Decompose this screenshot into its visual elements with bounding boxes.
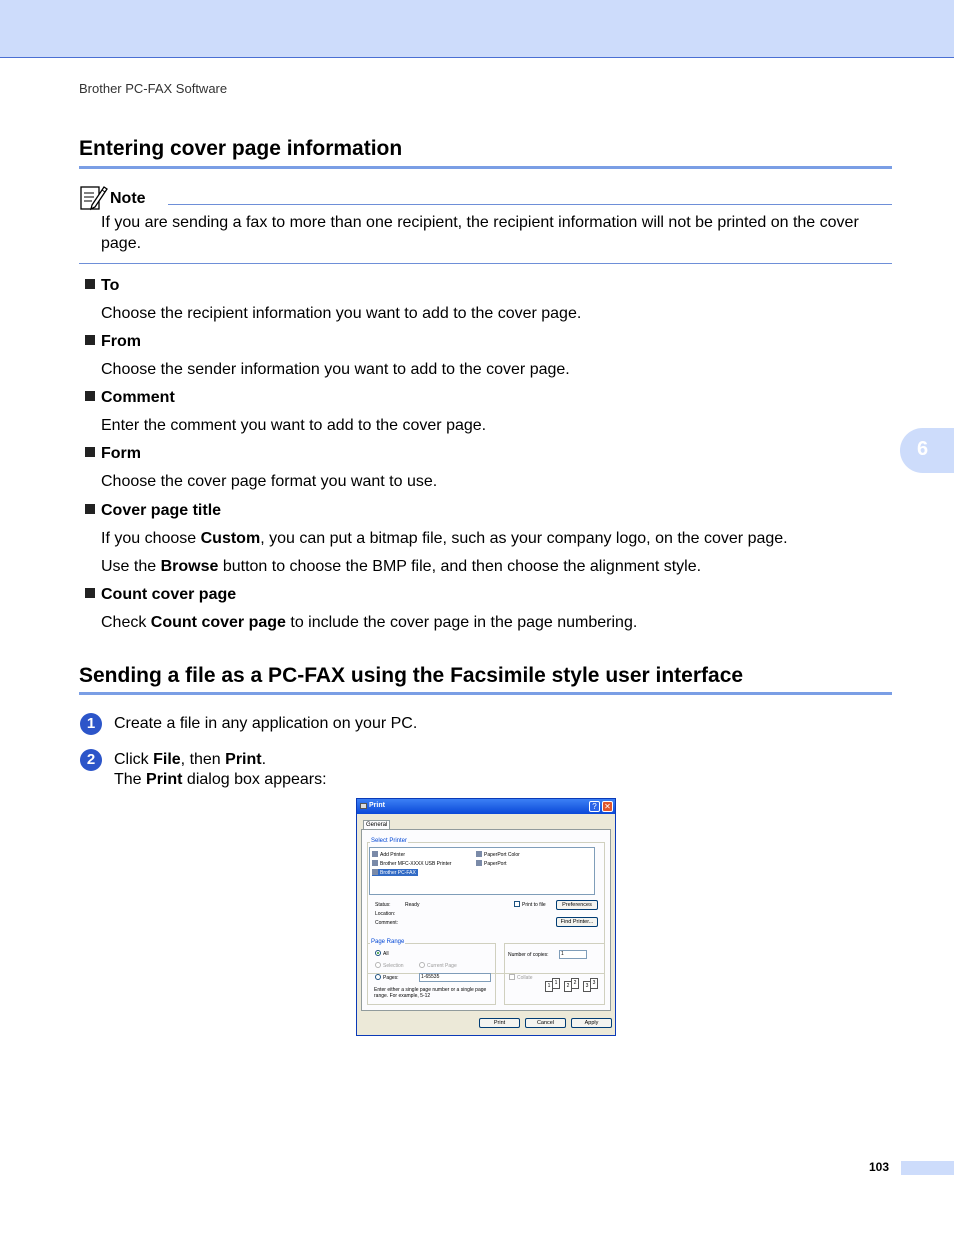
dialog-titlebar (357, 799, 615, 814)
note-label: Note (110, 190, 146, 207)
status-value: Ready (405, 902, 420, 908)
step-2-text: Click File, then Print. The Print dialog box appears: (114, 751, 327, 788)
collate-page-1b: 1 (552, 978, 560, 989)
bullet-square (85, 279, 95, 289)
step-number-2: 2 (80, 749, 102, 771)
item-count-cover-page: Count cover page (85, 586, 236, 604)
print-to-file-checkbox[interactable] (514, 901, 520, 907)
bullet-square (85, 391, 95, 401)
add-printer-icon (372, 851, 378, 857)
item-from-desc: Choose the sender information you want to add to the cover page. (101, 361, 570, 378)
item-comment-desc: Enter the comment you want to add to the cover page. (101, 417, 487, 434)
collate-checkbox[interactable] (509, 974, 515, 980)
pages-input[interactable]: 1-65535 (419, 973, 491, 982)
note-bottom-rule (79, 263, 892, 264)
print-dialog (356, 798, 616, 1036)
printer-icon (372, 869, 378, 875)
section-rule (79, 692, 892, 695)
page-range-label: Page Range (371, 939, 405, 945)
item-form: Form (85, 445, 141, 463)
footer-band (901, 1161, 954, 1175)
tab-general[interactable]: General (363, 820, 390, 830)
print-button[interactable]: Print (479, 1018, 520, 1028)
collate-page-3b: 3 (590, 978, 598, 989)
header-band (0, 0, 954, 58)
printer-icon (372, 860, 378, 866)
range-current-radio[interactable] (419, 962, 425, 968)
step-number-1: 1 (80, 713, 102, 735)
item-form-desc: Choose the cover page format you want to use. (101, 473, 438, 490)
item-comment: Comment (85, 389, 175, 407)
printer-icon (476, 851, 482, 857)
help-button[interactable]: ? (589, 801, 600, 812)
range-pages-label: Pages: (383, 975, 399, 981)
printer-icon (360, 803, 367, 809)
range-selection-radio[interactable] (375, 962, 381, 968)
dialog-title: Print (369, 802, 385, 809)
printer-item-usb[interactable]: Brother MFC-XXXX USB Printer (372, 860, 451, 867)
section-title-facsimile: Sending a file as a PC-FAX using the Facsimile style user interface (79, 664, 744, 687)
printer-icon (476, 860, 482, 866)
collate-page-2b: 2 (571, 978, 579, 989)
close-icon[interactable]: ✕ (602, 801, 613, 812)
print-to-file-label: Print to file (522, 902, 546, 908)
printer-item-pcfax[interactable]: Brother PC-FAX (372, 869, 418, 876)
bullet-square (85, 588, 95, 598)
bullet-square (85, 335, 95, 345)
note-pencil-icon (80, 183, 108, 211)
range-pages-radio[interactable] (375, 974, 381, 980)
range-selection-label: Selection (383, 963, 404, 969)
cancel-button[interactable]: Cancel (525, 1018, 566, 1028)
copies-input[interactable]: 1 (559, 950, 587, 959)
page-number: 103 (869, 1160, 890, 1174)
range-hint: Enter either a single page number or a single page range. For example, 5-12 (374, 987, 487, 999)
copies-label: Number of copies: (508, 952, 549, 958)
bullet-square (85, 504, 95, 514)
range-all-radio[interactable] (375, 950, 381, 956)
select-printer-label: Select Printer (371, 838, 408, 844)
collate-label: Collate (517, 975, 533, 981)
preferences-button[interactable]: Preferences (556, 900, 598, 910)
item-to-desc: Choose the recipient information you want to add to the cover page. (101, 305, 582, 322)
find-printer-button[interactable]: Find Printer... (556, 917, 598, 927)
collate-page-2: 2 (564, 981, 572, 992)
chapter-tab: 6 (900, 428, 954, 473)
printer-item-paperport[interactable]: PaperPort (476, 860, 507, 867)
item-cover-page-title: Cover page title (85, 502, 221, 520)
item-from: From (85, 333, 141, 351)
location-label: Location: (375, 911, 396, 917)
item-cover-page-title-desc-1: If you choose Custom, you can put a bitmap file, such as your company logo, on the cover page. (101, 530, 788, 547)
printer-item-add[interactable]: Add Printer (372, 851, 405, 858)
section-rule (79, 166, 892, 169)
item-cover-page-title-desc-2: Use the Browse button to choose the BMP file, and then choose the alignment style. (101, 558, 702, 575)
range-current-label: Current Page (427, 963, 457, 969)
collate-page-3: 3 (583, 981, 591, 992)
printer-item-paperport-color[interactable]: PaperPort Color (476, 851, 520, 858)
status-label: Status: (375, 902, 391, 908)
section-title-cover-page: Entering cover page information (79, 137, 403, 160)
comment-label: Comment: (375, 920, 399, 926)
item-count-cover-page-desc: Check Count cover page to include the cover page in the page numbering. (101, 614, 638, 631)
apply-button[interactable]: Apply (571, 1018, 612, 1028)
running-title: Brother PC-FAX Software (79, 81, 228, 96)
note-text: If you are sending a fax to more than one recipient, the recipient information will not be printed on the cover page. (101, 214, 859, 252)
range-all-label: All (383, 951, 389, 957)
collate-page-1: 1 (545, 981, 553, 992)
bullet-square (85, 447, 95, 457)
item-to: To (85, 277, 119, 295)
printer-list[interactable] (369, 847, 595, 895)
step-1-text: Create a file in any application on your PC. (114, 715, 418, 732)
note-rule (168, 204, 892, 205)
